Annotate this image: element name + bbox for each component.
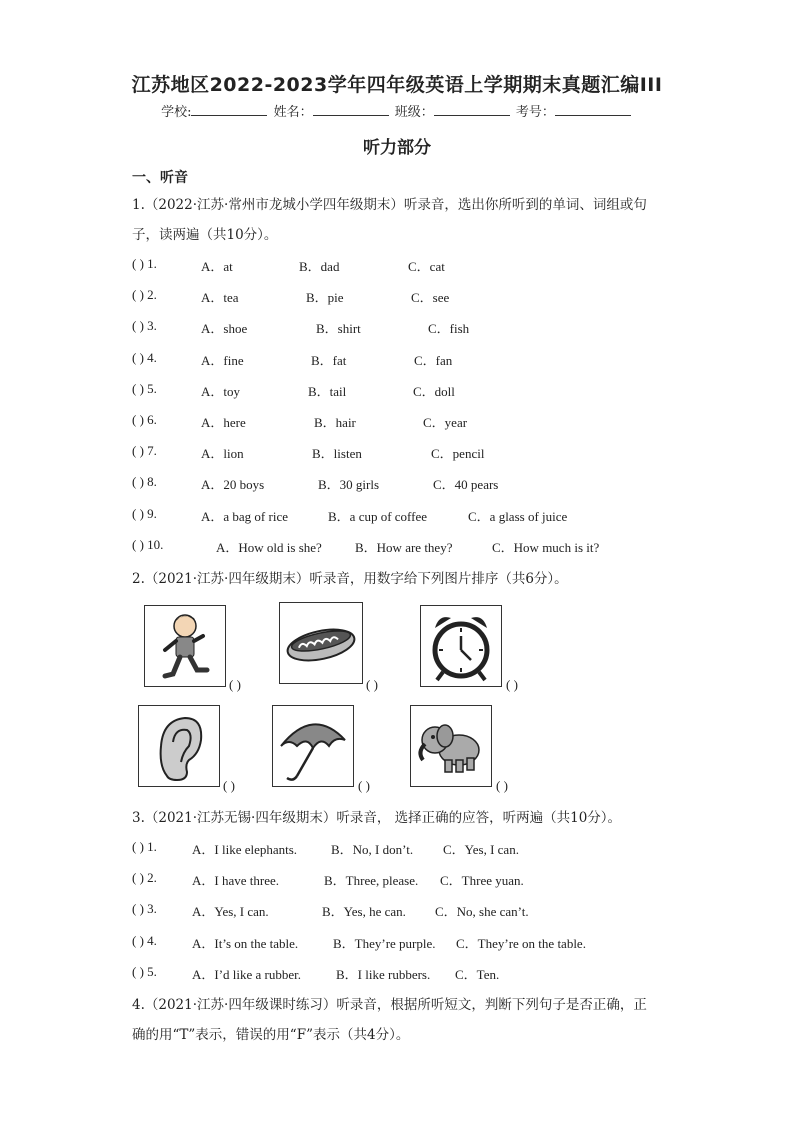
q1-option-a: A．tea	[201, 290, 239, 306]
q3-option-a: A．I have three.	[192, 873, 279, 889]
hotdog-picture	[279, 602, 363, 684]
q1-answer-blank[interactable]: ( ) 4.	[132, 349, 157, 365]
q1-option-c: C．cat	[408, 259, 445, 274]
q1-option-a: A．lion	[201, 446, 244, 462]
q1-option-c: C．see	[411, 290, 450, 306]
q3-option-b: B．They’re purple.	[333, 935, 436, 951]
q3-option-a: A．I like elephants.	[192, 842, 298, 857]
q3-answer-blank[interactable]: ( ) 5.	[132, 963, 157, 979]
umbrella-picture	[272, 705, 354, 787]
q1-answer-blank[interactable]: ( ) 6.	[132, 412, 157, 427]
school-blank[interactable]	[191, 103, 267, 116]
q1-answer-blank[interactable]: ( ) 10.	[132, 536, 164, 552]
ear-picture	[138, 705, 220, 787]
q1-answer-blank[interactable]: ( ) 1.	[132, 256, 157, 271]
part-heading: 一、听音	[132, 170, 188, 186]
q1-option-c: C．pencil	[431, 446, 485, 462]
q1-instruction-line2: 子，读两遍（共10分）。	[132, 227, 278, 243]
q3-option-b: B．Yes, he can.	[322, 904, 406, 920]
q1-option-b: B．listen	[312, 446, 362, 462]
q3-option-a: A．It’s on the table.	[192, 935, 299, 951]
q1-option-c: C．40 pears	[433, 477, 499, 493]
q1-option-b: B．pie	[306, 290, 344, 306]
number-blank[interactable]	[555, 103, 631, 116]
order-blank-5[interactable]: ( )	[358, 778, 370, 793]
umbrella-icon	[273, 706, 353, 786]
q1-option-b: B．hair	[314, 415, 356, 430]
q1-option-c: C．fish	[428, 321, 470, 337]
running-boy-picture	[144, 605, 226, 687]
q1-option-b: B．30 girls	[318, 477, 380, 493]
number-label: 考号：	[515, 105, 555, 120]
q1-option-b: B．tail	[308, 383, 347, 399]
q1-option-a: A．toy	[201, 383, 241, 399]
q3-answer-blank[interactable]: ( ) 4.	[132, 932, 157, 948]
q1-option-b: B．How are they?	[355, 539, 453, 555]
order-blank-1[interactable]: ( )	[229, 677, 241, 692]
q3-option-b: B．I like rubbers.	[336, 966, 431, 982]
elephant-picture	[410, 705, 492, 787]
q3-option-c: C．Yes, I can.	[443, 842, 519, 857]
order-blank-2[interactable]: ( )	[366, 677, 378, 692]
q1-option-b: B．a cup of coffee	[328, 508, 428, 524]
q3-option-b: B．No, I don’t.	[331, 842, 414, 857]
class-label: 班级：	[394, 105, 434, 120]
q1-option-c: C．fan	[414, 352, 453, 368]
q2-instruction: 2.（2021·江苏·四年级期末）听录音，用数字给下列图片排序（共6分）。	[132, 571, 568, 587]
name-blank[interactable]	[313, 103, 389, 116]
alarm-clock-picture	[420, 605, 502, 687]
q3-option-c: C．No, she can’t.	[435, 904, 529, 920]
q1-option-a: A．How old is she?	[216, 539, 322, 555]
q1-option-a: A．fine	[201, 352, 244, 368]
q1-option-a: A．shoe	[201, 321, 248, 337]
q1-option-c: C．a glass of juice	[468, 508, 568, 524]
q1-instruction-line1: 1.（2022·江苏·常州市龙城小学四年级期末）听录音，选出你所听到的单词、词组或句	[132, 197, 647, 213]
ear-icon	[139, 706, 219, 786]
q1-option-a: A．a bag of rice	[201, 508, 288, 524]
page-title: 江苏地区2022-2023学年四年级英语上学期期末真题汇编III	[131, 74, 663, 96]
q1-option-a: A．at	[201, 259, 233, 274]
running-boy-icon	[145, 606, 225, 686]
q3-option-a: A．I’d like a rubber.	[192, 966, 302, 982]
q1-option-b: B．fat	[311, 352, 347, 368]
q4-instruction-line1: 4.（2021·江苏·四年级课时练习）听录音，根据所听短文，判断下列句子是否正确，正	[132, 997, 647, 1013]
order-blank-3[interactable]: ( )	[506, 677, 518, 692]
q3-option-c: C．Ten.	[455, 966, 500, 982]
q1-answer-blank[interactable]: ( ) 5.	[132, 380, 157, 396]
q1-option-c: C．doll	[413, 383, 455, 399]
q1-answer-blank[interactable]: ( ) 8.	[132, 474, 157, 490]
q3-option-c: C．Three yuan.	[440, 873, 524, 889]
name-label: 姓名：	[273, 105, 313, 120]
order-blank-4[interactable]: ( )	[223, 778, 235, 793]
q1-option-c: C．How much is it?	[492, 539, 600, 555]
q1-option-a: A．here	[201, 415, 246, 430]
q1-answer-blank[interactable]: ( ) 7.	[132, 443, 157, 459]
hotdog-icon	[280, 603, 362, 683]
q3-option-b: B．Three, please.	[324, 873, 419, 889]
q3-option-a: A．Yes, I can.	[192, 904, 269, 920]
school-label: 学校:	[161, 105, 192, 120]
q4-instruction-line2: 确的用“T”表示，错误的用“F”表示（共4分）。	[132, 1027, 410, 1043]
q1-answer-blank[interactable]: ( ) 9.	[132, 505, 157, 521]
q1-answer-blank[interactable]: ( ) 2.	[132, 287, 157, 303]
q3-answer-blank[interactable]: ( ) 1.	[132, 839, 157, 854]
order-blank-6[interactable]: ( )	[496, 778, 508, 793]
q1-option-a: A．20 boys	[201, 477, 265, 493]
q1-answer-blank[interactable]: ( ) 3.	[132, 318, 157, 334]
q3-instruction: 3.（2021·江苏无锡·四年级期末）听录音， 选择正确的应答，听两遍（共10分）。	[132, 810, 622, 826]
student-info-line	[0, 101, 794, 120]
q3-answer-blank[interactable]: ( ) 3.	[132, 901, 157, 917]
elephant-icon	[411, 706, 491, 786]
q1-option-b: B．dad	[299, 259, 340, 274]
alarm-clock-icon	[421, 606, 501, 686]
q3-answer-blank[interactable]: ( ) 2.	[132, 870, 157, 886]
q1-option-b: B．shirt	[316, 321, 361, 337]
class-blank[interactable]	[434, 103, 510, 116]
section-title: 听力部分	[363, 138, 431, 158]
q1-option-c: C．year	[423, 415, 468, 430]
q3-option-c: C．They’re on the table.	[456, 935, 586, 951]
